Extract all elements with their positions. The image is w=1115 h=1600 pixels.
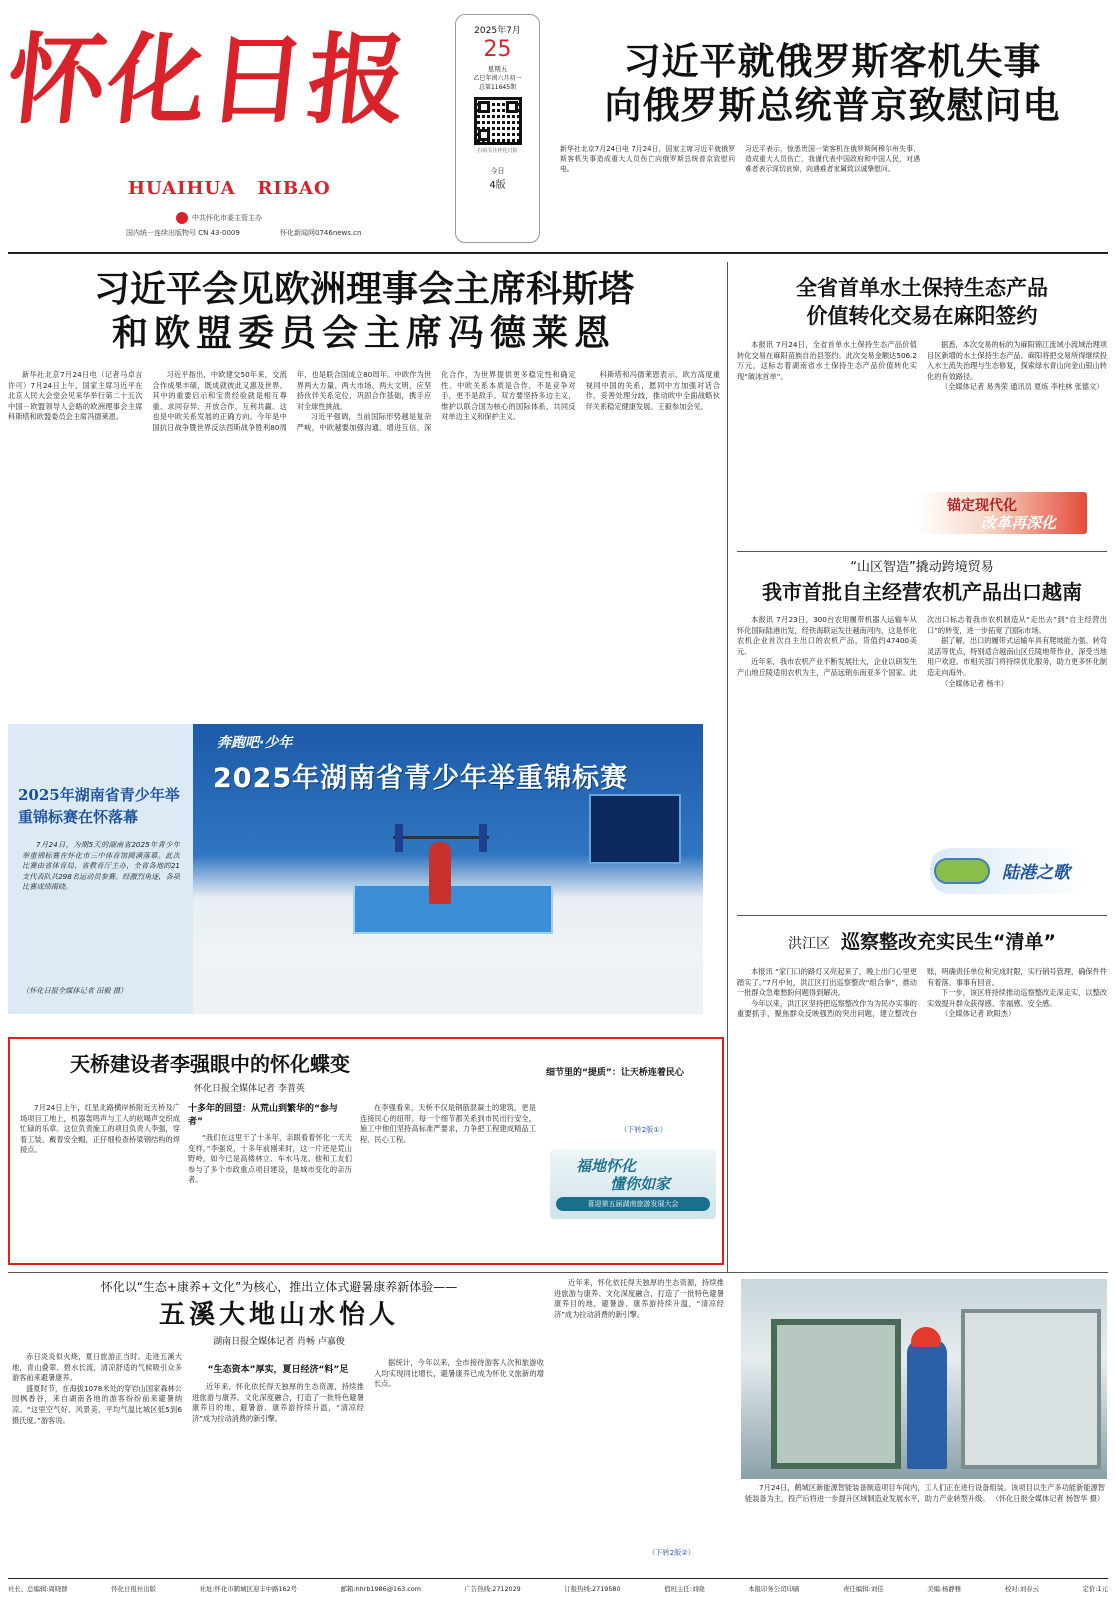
lead-paragraph: 新华社北京7月24日电 7月24日，国家主席习近平就俄罗斯客机失事造成重大人员伤亡向俄罗斯总统普京致慰问电。 xyxy=(560,145,735,173)
lead-headline-line1[interactable]: 习近平就俄罗斯客机失事 xyxy=(623,40,1042,83)
feature-subhead1: 十多年的回望：从荒山到繁华的“参与者” xyxy=(188,1104,338,1127)
event-logo: 奔跑吧·少年 xyxy=(217,735,293,751)
story2-paragraph: 新华社北京7月24日电（记者马卓言 许可）7月24日上午，国家主席习近平在北京人民大会堂会见来华举行第二十五次中国－欧盟领导人会晤的欧洲理事会主席科斯塔和欧盟委员会主席冯德莱恩。 xyxy=(8,370,143,422)
footer-item: 本报印务公司印刷 xyxy=(748,1585,800,1593)
date-weekday: 星期五 xyxy=(487,65,508,73)
story5-kicker: 洪江区 xyxy=(787,936,830,952)
story5-paragraph: 今年以来，洪江区坚持把巡察整改作为为民办实事的重要抓手，聚焦群众反映强烈的突出问题，建立整改台账，明确责任单位和完成时限，实行销号管理，确保件件有着落、事事有回音。 xyxy=(737,967,1107,1019)
story6-paragraph: 赤日炎炎似火烧，夏日旅游正当时。走进五溪大地，青山叠翠、碧水长流，清凉舒适的气候吸引众多游客前来避暑康养。 xyxy=(12,1352,182,1383)
footer-item: 广告热线:2712029 xyxy=(464,1585,521,1593)
footer-item: 社址:怀化市鹤城区迎丰中路162号 xyxy=(199,1585,298,1593)
divider xyxy=(8,1272,1108,1273)
page-count: 4版 xyxy=(489,180,506,191)
story4-paragraph: 本报讯 7月23日，300台农用履带机器人运输车从怀化国际陆港出发，经铁海联运发往越南河内，这是怀化农机企业首次自主出口的农机产品，货值约47400美元。 xyxy=(737,615,917,656)
photo2-caption xyxy=(745,1483,1105,1555)
feature-box xyxy=(8,1037,724,1265)
story4-kicker: “山区智造”撬动跨境贸易 xyxy=(850,560,994,575)
footer-item[interactable]: 邮箱:hhrb1986@163.com xyxy=(340,1585,421,1593)
story6-kicker: 怀化以“生态+康养+文化”为核心，推出立体式避暑康养新体验—— xyxy=(100,1280,458,1294)
photo-byline: （怀化日报全媒体记者 田毅 摄） xyxy=(22,986,128,995)
scoreboard xyxy=(589,794,681,864)
stage-platform xyxy=(353,884,553,934)
ad-line2: 懂你如家 xyxy=(610,1175,671,1193)
story2-paragraph: 科斯塔和冯德莱恩表示，欧方高度重视同中国的关系，愿同中方加强对话合作，妥善处理分歧，推动欧中全面战略伙伴关系稳定健康发展。王毅参加会见。 xyxy=(585,370,720,411)
story-inspection xyxy=(737,925,1107,1270)
story6-headline[interactable]: 五溪大地山水怡人 xyxy=(158,1300,399,1330)
masthead-title: 怀化日报 xyxy=(2,23,415,138)
divider xyxy=(8,252,1108,254)
photo-caption: 7月24日，为期5天的湖南省2025年青少年举重锦标赛在怀化市三中体育馆圆满落幕。此次比赛由省体育局、省教育厅主办，全省各地的21支代表队共298名运动员参赛。经激烈角逐，各项比赛成绩揭晓。 xyxy=(22,840,180,892)
photo-caption-title[interactable]: 2025年湖南省青少年举重锦标赛在怀落幕 xyxy=(18,786,180,826)
divider xyxy=(737,551,1107,552)
factory-photo[interactable] xyxy=(741,1279,1107,1479)
lead-story xyxy=(560,40,1105,240)
story6-paragraph: 近年来，怀化依托得天独厚的生态资源，持续推进旅游与康养、文化深度融合，打造了一批特色避暑康养目的地，避暑游、康养游持续升温，“清凉经济”成为拉动消费的新引擎。 xyxy=(554,1278,724,1319)
publisher: 中共怀化市委主管主办 xyxy=(192,214,262,222)
story2-paragraph: 习近平强调，当前国际形势越是复杂严峻，中欧越要加强沟通、增进互信、深化合作，为世界提供更多稳定性和确定性。中欧关系本质是合作，不是竞争对手，更不是敌手。双方要坚持多边主义，维护以联合国为核心的国际体系，共同反对单边主义和保护主义。 xyxy=(296,370,576,432)
story6-paragraph: 盛夏时节，在海拔1078米处的穿岩山国家森林公园枫香谷，来自湖南各地的游客纷纷前来避暑纳凉。“这里空气好、风景美，平均气温比城区低5到6摄氏度。”游客说。 xyxy=(12,1383,182,1425)
machine-frame xyxy=(771,1319,901,1469)
lugang-banner xyxy=(930,848,1090,894)
footer-item: 值班主任:刘晓 xyxy=(664,1585,705,1593)
story4-paragraph: 据了解，出口的履带式运输车具有爬坡能力强、转弯灵活等优点，特别适合越南山区丘陵地带作业，深受当地用户欢迎。市相关部门将持续优化服务，助力更多怀化制造走向海外。 xyxy=(927,636,1107,677)
story3-headline-line1[interactable]: 全省首单水土保持生态产品 xyxy=(796,276,1048,300)
feature-byline: 怀化日报全媒体记者 李普英 xyxy=(194,1084,305,1094)
reform-banner xyxy=(917,492,1087,534)
footer-item: 定价:1元 xyxy=(1082,1585,1108,1593)
story3-byline: （全媒体记者 易秀荣 通讯员 夏炼 李柱林 张德文） xyxy=(941,382,1104,392)
story6-body-col4 xyxy=(554,1278,724,1544)
story5-body xyxy=(737,967,1107,1267)
story6-body-col1 xyxy=(12,1352,182,1568)
feature-headline[interactable]: 天桥建设者李强眼中的怀化蝶变 xyxy=(70,1052,350,1076)
story6-continue[interactable]: （下转2版②） xyxy=(648,1548,695,1557)
story3-paragraph: 本报讯 7月24日，全省首单水土保持生态产品价值转化交易在麻阳苗族自治县签约。此次交易金额达506.2万元，这标志着湖南省水土保持生态产品价值转化实现“破冰首单”。 xyxy=(737,340,917,381)
ad-line1: 福地怀化 xyxy=(576,1157,637,1175)
feature-body-col2: “我们在这里干了十多年，亲眼看着怀化一天天变样。”李强说，十多年前刚来时，这一片还是荒山野岭，如今已是高楼林立、车水马龙。他和工友们参与了多个市政重点项目建设，是城市变化的亲历者。 xyxy=(188,1133,352,1185)
weightlifting-photo[interactable] xyxy=(193,724,703,1014)
story2-headline-line1[interactable]: 习近平会见欧洲理事会主席科斯塔 xyxy=(93,269,634,310)
machine-right xyxy=(961,1309,1101,1469)
footer-rule xyxy=(8,1578,1108,1579)
photo2-caption-text: 7月24日，鹤城区新能源智能装备制造项目车间内，工人们正在进行设备组装。该项目以生产多功能新能源智能装备为主，投产后将进一步提升区域制造业发展水平，助力产业转型升级。 xyxy=(745,1483,1105,1503)
date-box xyxy=(455,14,540,243)
story4-paragraph: 近年来，我市农机产业不断发展壮大，企业以研发生产山地丘陵适用农机为主，产品远销东南亚多个国家。此次出口标志着我市农机制造从“走出去”到“自主经营出口”的转变，进一步拓宽了国际市场。 xyxy=(737,615,1107,677)
feature-body-col3: 在李强看来，天桥不仅是钢筋混凝土的建筑，更是连接民心的纽带。每一个细节都关系到市民出行安全，施工中他们坚持高标准严要求，力争把工程建成精品工程、民心工程。 xyxy=(360,1103,536,1144)
lugang-train-icon xyxy=(934,858,990,884)
story6-body-col2: 近年来，怀化依托得天独厚的生态资源，持续推进旅游与康养、文化深度融合，打造了一批特色避暑康养目的地，避暑游、康养游持续升温，“清凉经济”成为拉动消费的新引擎。 xyxy=(192,1382,364,1423)
story2-body xyxy=(8,370,720,688)
date-lunar: 乙巳年闰六月初一 xyxy=(473,75,522,82)
story6-body-col3: 据统计，今年以来，全市接待游客人次和旅游收入均实现同比增长，避暑康养已成为怀化文旅新的增长点。 xyxy=(374,1358,544,1389)
footer-item: 校对:刘春云 xyxy=(1004,1585,1039,1593)
photo-caption-box xyxy=(8,724,193,1014)
event-banner-title: 2025年湖南省青少年举重锦标赛 xyxy=(213,763,629,794)
story2-paragraph: 习近平指出，中欧建交50年来，交流合作成果丰硕，既成就彼此又惠及世界。其中的重要启示和宝贵经验就是相互尊重、求同存异、开放合作、互利共赢。这也是中欧关系发展的正确方向。今年是中国抗日战争暨世界反法西斯战争胜利80周年，也是联合国成立80周年。中欧作为世界两大力量、两大市场、两大文明，应坚持伙伴关系定位，巩固合作基础，携手应对全球性挑战。 xyxy=(152,370,432,432)
footer-item: 社长、总编辑:周晓群 xyxy=(8,1585,68,1593)
story5-headline[interactable]: 巡察整改充实民生“清单” xyxy=(841,931,1057,953)
worker xyxy=(907,1339,947,1469)
feature-body-col1: 7月24日上午，红星北路横岸桥附近天桥及广场项目工地上，机器轰鸣声与工人的吆喝声交织成忙碌的乐章。这位负责施工的项目负责人李强，穿着工装、戴着安全帽，正仔细检查桥梁钢结构的焊接点。 xyxy=(20,1103,180,1155)
registration: 国内统一连续出版物号 CN 43-0009 xyxy=(126,229,240,237)
story-summer-tourism xyxy=(8,1278,728,1573)
photo2-byline: （怀化日报全媒体记者 杨智华 摄） xyxy=(991,1493,1105,1503)
story6-subhead1: “生态资本”厚实，夏日经济“料”足 xyxy=(207,1365,349,1375)
footer-item: 订报热线:2719580 xyxy=(564,1585,621,1593)
divider xyxy=(737,915,1107,916)
footer-item: 责任编辑:刘佳 xyxy=(842,1585,884,1593)
story6-byline: 湖南日报全媒体记者 肖畅 卢嘉俊 xyxy=(213,1337,345,1347)
story2-headline-line2[interactable]: 和欧盟委员会主席冯德莱恩 xyxy=(111,313,616,354)
qr-caption: 扫码关注怀化日报 xyxy=(477,148,518,154)
story3-body xyxy=(737,340,1107,490)
athlete xyxy=(429,842,451,904)
date-issue: 总第11645期 xyxy=(478,84,517,91)
qr-code[interactable] xyxy=(474,97,522,145)
ad-line3: 喜迎第五届湖南旅游发展大会 xyxy=(556,1197,710,1211)
banner2-text: 陆港之歌 xyxy=(1002,863,1070,883)
lead-body xyxy=(560,144,1105,196)
date-year-month: 2025年7月 xyxy=(474,26,521,36)
worker-helmet xyxy=(911,1327,941,1347)
lead-paragraph: 习近平表示，惊悉贵国一架客机在俄罗斯阿穆尔州失事，造成重大人员伤亡，我谨代表中国政府和中国人民，对遇难者表示深切哀悼，向遇难者家属致以诚挚慰问。 xyxy=(745,145,920,173)
lead-headline-line2[interactable]: 向俄罗斯总统普京致慰问电 xyxy=(604,84,1061,127)
today-label: 今日 xyxy=(490,167,505,175)
judges-table xyxy=(193,964,703,1014)
website: 怀化新闻网0746news.cn xyxy=(280,229,362,237)
footer xyxy=(8,1582,1108,1596)
tourism-ad[interactable] xyxy=(550,1149,716,1219)
footer-item: 怀化日报社出版 xyxy=(111,1585,157,1593)
publisher-logo xyxy=(176,212,188,224)
masthead-pinyin: HUAIHUA RIBAO xyxy=(128,178,331,199)
story5-paragraph: 下一步，该区将持续推动巡察整改走深走实，以整改实效提升群众获得感、幸福感、安全感。 xyxy=(927,988,1107,1008)
story3-headline-line2[interactable]: 价值转化交易在麻阳签约 xyxy=(806,304,1038,328)
story-xi-meets-eu xyxy=(8,268,720,690)
plate-right xyxy=(479,824,487,852)
feature-subhead2: 细节里的“提质”：让天桥连着民心 xyxy=(546,1068,684,1078)
footer-item: 美编:杨静雅 xyxy=(927,1585,962,1593)
story4-byline: （全媒体记者 杨丰） xyxy=(941,678,1008,688)
story4-headline[interactable]: 我市首批自主经营农机产品出口越南 xyxy=(762,580,1082,604)
story5-paragraph: 本报讯 “家门口的路灯又亮起来了，晚上出门心里更踏实了。”7月中旬，洪江区打出巡察整改“组合拳”，推动一批群众急难愁盼问题得到解决。 xyxy=(737,967,917,998)
barbell xyxy=(393,836,489,839)
banner1-line1: 锚定现代化 xyxy=(947,498,1017,514)
banner1-line2: 改革再深化 xyxy=(981,514,1057,532)
feature-continue[interactable]: （下转2版①） xyxy=(620,1125,667,1134)
story3-paragraph: 据悉，本次交易的标的为麻阳锦江流域小流域治理项目区新增的水土保持生态产品。麻阳将把交易所得继续投入水土流失治理与生态修复，探索绿水青山向金山银山转化的有效路径。 xyxy=(927,340,1107,381)
date-day: 25 xyxy=(483,37,512,62)
plate-left xyxy=(395,824,403,852)
story5-byline: （全媒体记者 欧阳杰） xyxy=(941,1009,1016,1019)
masthead xyxy=(2,18,448,238)
vertical-divider xyxy=(727,262,728,1272)
